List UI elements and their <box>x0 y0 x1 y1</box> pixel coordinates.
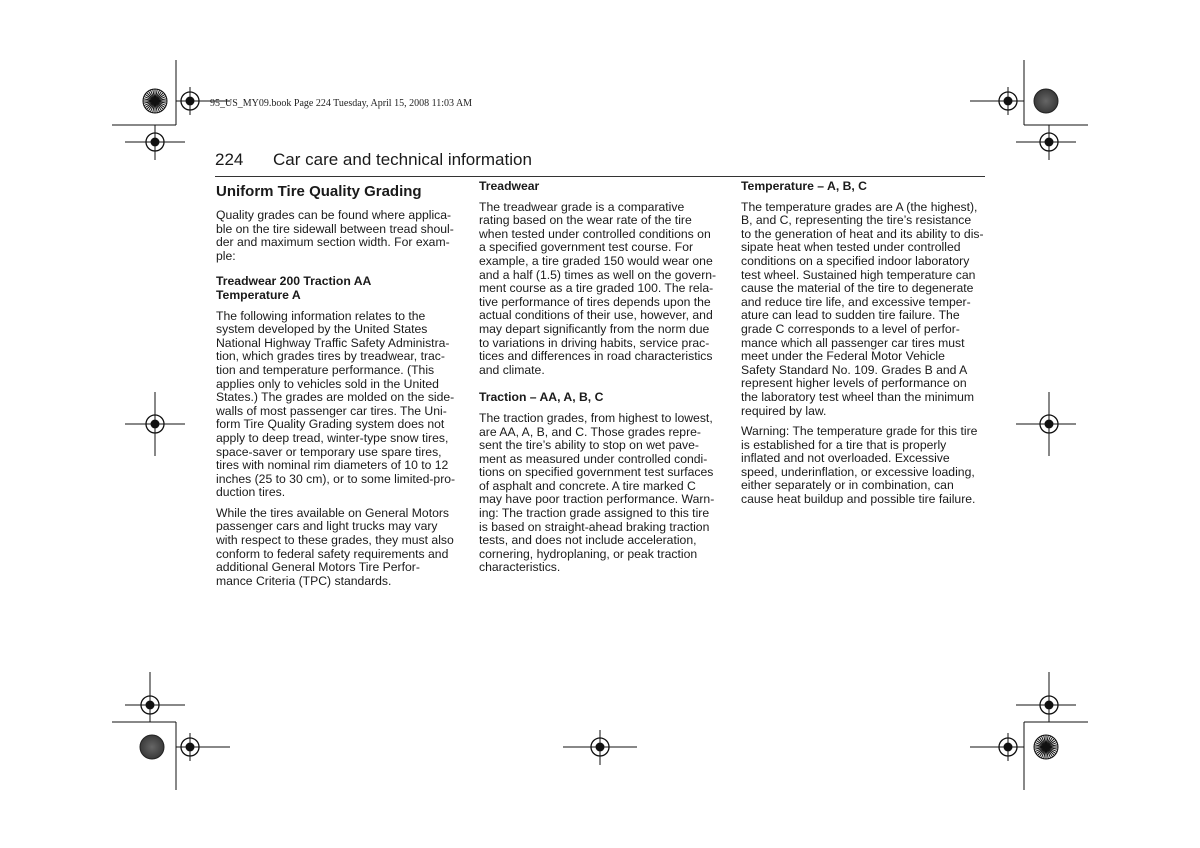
text-line: example, a tire graded 150 would wear one <box>479 253 713 268</box>
text-line: der and maximum section width. For exam- <box>216 235 450 250</box>
column-2 <box>479 180 723 582</box>
treadwear-paragraph <box>479 201 723 378</box>
text-line: tive performance of tires depends upon the <box>479 294 711 309</box>
text-line: inflated and not overloaded. Excessive <box>741 451 950 466</box>
text-line: Temperature A <box>216 287 301 302</box>
grading-example <box>216 275 462 302</box>
gm-tires-paragraph <box>216 507 462 589</box>
text-line: rating based on the wear rate of the tire <box>479 213 692 228</box>
column-1 <box>216 180 462 595</box>
text-line: walls of most passenger car tires. The Uni- <box>216 403 447 418</box>
text-line: cause heat buildup and possible tire failure. <box>741 492 976 507</box>
text-line: apply to deep tread, winter-type snow tires, <box>216 430 449 445</box>
text-line: duction tires. <box>216 485 286 500</box>
text-line: passenger cars and light trucks may vary <box>216 519 438 534</box>
text-line: ble on the tire sidewall between tread shoul- <box>216 221 454 236</box>
text-line: of asphalt and concrete. A tire marked C <box>479 478 696 493</box>
text-line: ple: <box>216 248 236 263</box>
page-header <box>215 148 985 177</box>
text-line: may depart significantly from the norm due <box>479 321 710 336</box>
intro-paragraph <box>216 209 462 263</box>
section-title: Uniform Tire Quality Grading <box>216 183 422 200</box>
text-line: speed, underinflation, or excessive loading, <box>741 464 975 479</box>
text-line: tion and temperature performance. (This <box>216 362 435 377</box>
text-line: with respect to these grades, they must also <box>216 533 454 548</box>
text-line: tices and differences in road characteristics <box>479 349 713 364</box>
text-line: inches (25 to 30 cm), or to some limited-pro- <box>216 471 456 486</box>
text-line: may have poor traction performance. Warn- <box>479 492 715 507</box>
text-line: characteristics. <box>479 560 561 575</box>
text-line: a specified government test course. For <box>479 240 694 255</box>
page-title: Car care and technical information <box>273 150 532 169</box>
text-line: and climate. <box>479 362 545 377</box>
text-line: test wheel. Sustained high temperature can <box>741 267 976 282</box>
text-line: The temperature grades are A (the highest), <box>741 199 978 214</box>
text-line: ment course as a tire graded 100. The rela- <box>479 281 714 296</box>
text-line: National Highway Traffic Safety Administra- <box>216 335 450 350</box>
text-line: either separately or in combination, can <box>741 478 954 493</box>
page-number: 224 <box>215 150 244 169</box>
text-line: mance Criteria (TPC) standards. <box>216 573 392 588</box>
text-line: are AA, A, B, and C. Those grades repre- <box>479 424 701 439</box>
text-line: The traction grades, from highest to lowest, <box>479 410 713 425</box>
text-line: conform to federal safety requirements and <box>216 546 449 561</box>
text-line: system developed by the United States <box>216 322 428 337</box>
text-line: meet under the Federal Motor Vehicle <box>741 349 945 364</box>
text-line: additional General Motors Tire Perfor- <box>216 560 420 575</box>
traction-heading: Traction – AA, A, B, C <box>479 390 604 405</box>
text-line: actual conditions of their use, however, and <box>479 308 713 323</box>
text-line: required by law. <box>741 403 827 418</box>
text-line: B, and C, representing the tire’s resistance <box>741 213 972 228</box>
text-line: conditions on a specified indoor laboratory <box>741 253 970 268</box>
text-line: The treadwear grade is a comparative <box>479 199 685 214</box>
text-line: Warning: The temperature grade for this tire <box>741 424 978 439</box>
traction-paragraph <box>479 412 723 575</box>
text-line: States.) The grades are molded on the side- <box>216 390 455 405</box>
text-line: tires with nominal rim diameters of 10 to 12 <box>216 458 449 473</box>
text-line: ature can lead to sudden tire failure. The <box>741 308 960 323</box>
text-line: represent higher levels of performance on <box>741 376 967 391</box>
text-line: sent the tire’s ability to stop on wet pave- <box>479 438 699 453</box>
temperature-heading: Temperature – A, B, C <box>741 179 867 193</box>
text-line: tion, which grades tires by treadwear, trac- <box>216 349 445 364</box>
text-line: ing: The traction grade assigned to this tire <box>479 506 710 521</box>
text-line: form Tire Quality Grading system does not <box>216 417 445 432</box>
print-slug: 95_US_MY09.book Page 224 Tuesday, April 15, 2008 11:03 AM <box>210 98 473 109</box>
text-line: cornering, hydroplaning, or peak traction <box>479 546 698 561</box>
temperature-paragraph <box>741 201 986 419</box>
text-line: to variations in driving habits, service prac- <box>479 335 710 350</box>
text-line: The following information relates to the <box>216 308 426 323</box>
text-line: While the tires available on General Motors <box>216 505 450 520</box>
text-line: to the generation of heat and its ability to dis- <box>741 226 984 241</box>
text-line: Treadwear 200 Traction AA <box>216 274 372 289</box>
system-paragraph <box>216 310 462 500</box>
text-line: space-saver or temporary use spare tires, <box>216 444 442 459</box>
warning-paragraph <box>741 425 986 507</box>
text-line: Quality grades can be found where applica- <box>216 208 452 222</box>
column-3 <box>741 180 986 514</box>
text-line: ment as measured under controlled condi- <box>479 451 708 466</box>
text-line: is established for a tire that is properly <box>741 437 947 452</box>
text-line: is based on straight-ahead braking traction <box>479 519 710 534</box>
text-line: sipate heat when tested under controlled <box>741 240 961 255</box>
text-line: and reduce tire life, and excessive temper- <box>741 294 971 309</box>
text-line: and a half (1.5) times as well on the govern- <box>479 267 717 282</box>
text-line: applies only to vehicles sold in the United <box>216 376 439 391</box>
treadwear-heading: Treadwear <box>479 179 540 193</box>
text-line: grade C corresponds to a level of perfor- <box>741 321 960 336</box>
text-line: tions on specified government test surfaces <box>479 465 714 480</box>
text-line: mance which all passenger car tires must <box>741 335 965 350</box>
text-line: Safety Standard No. 109. Grades B and A <box>741 362 968 377</box>
text-line: the laboratory test wheel than the minimum <box>741 389 975 404</box>
text-line: cause the material of the tire to degenerate <box>741 281 974 296</box>
text-line: when tested under controlled conditions on <box>479 226 711 241</box>
text-line: tests, and does not include acceleration, <box>479 533 697 548</box>
